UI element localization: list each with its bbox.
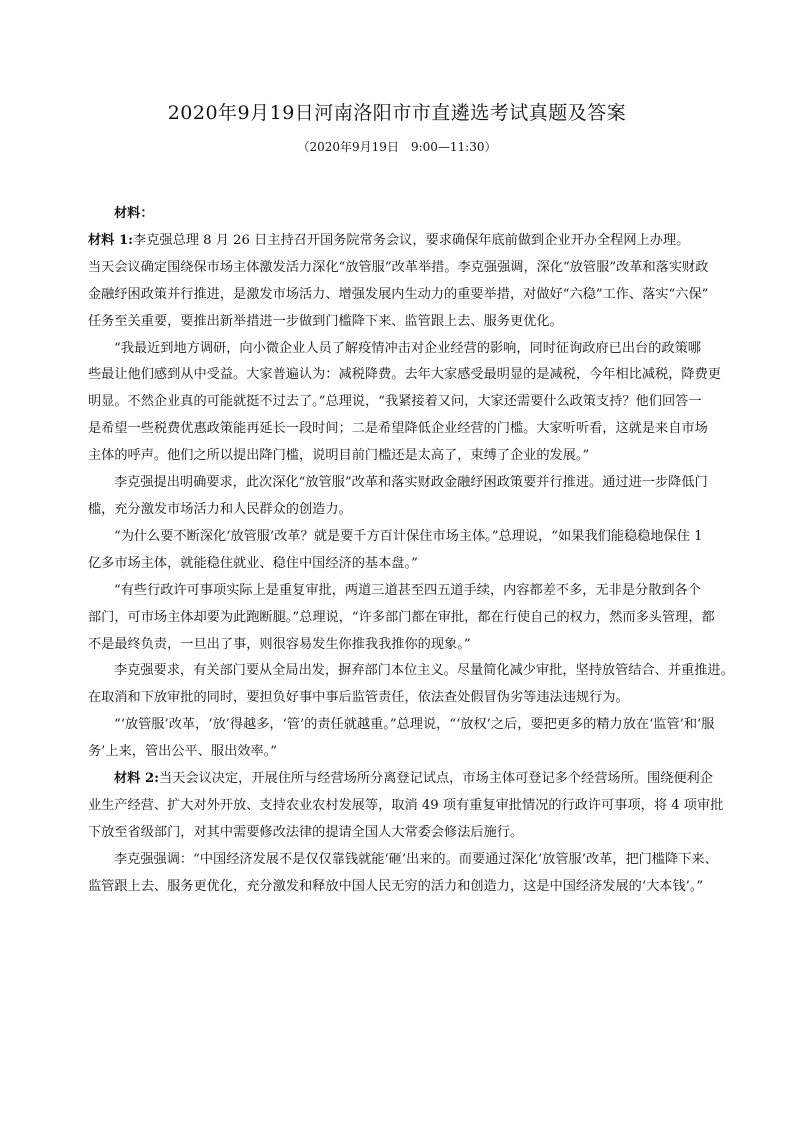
paragraph-line: “为什么要不断深化‘放管服’改革？就是要千方百计保住市场主体。”总理说，“如果我们能稳稳地保住 1 [114, 528, 703, 544]
paragraph-line: 当天会议确定围绕保市场主体激发活力深化“放管服”改革举措。李克强强调，深化“放管服”改革和落实财政 [88, 259, 709, 275]
paragraph-line: 在取消和下放审批的同时，要担负好事中事后监管责任，依法查处假冒伪劣等违法违规行为。 [88, 690, 629, 706]
paragraph-line [88, 228, 710, 255]
paragraph-line: 李克强强调：“中国经济发展不是仅仅靠钱就能‘砸’出来的。而要通过深化‘放管服’改革，把门槛降下来、 [114, 851, 718, 867]
paragraph-line: 部门，可市场主体却要为此跑断腿。”总理说，“许多部门都在审批，都在行使自己的权力，然而多头管理，都 [88, 609, 715, 625]
paragraph-line: 槛，充分激发市场活力和人民群众的创造力。 [88, 501, 352, 517]
paragraph-line: 金融纾困政策并行推进，是激发市场活力、增强发展内生动力的重要举措，对做好“六稳”工作、落实“六保” [88, 286, 709, 302]
paragraph-line: 下放至省级部门，对其中需要修改法律的提请全国人大常委会修法后施行。 [88, 824, 524, 840]
material-1-label: 材料 1: [88, 232, 134, 248]
paragraph-line: 务’上来，管出公平、服出效率。” [88, 744, 277, 760]
paragraph-line: 主体的呼声。他们之所以提出降门槛，说明目前门槛还是太高了，束缚了企业的发展。” [88, 448, 590, 464]
line-text: 当天会议决定，开展住所与经营场所分离登记试点，市场主体可登记多个经营场所。围绕便利企 [159, 771, 713, 787]
paragraph-line: 些最让他们感到从中受益。大家普遍认为：减税降费。去年大家感受最明显的是减税，今年相比减税，降费更 [88, 367, 721, 383]
material-2-label: 材料 2: [114, 771, 160, 787]
paragraph-line: “我最近到地方调研，向小微企业人员了解疫情冲击对企业经营的影响，同时征询政府已出台的政策哪 [114, 340, 701, 356]
paragraph-line: 李克强要求，有关部门要从全局出发，摒弃部门本位主义。尽量简化减少审批，坚持放管结合、并重推进。 [114, 663, 734, 679]
line-text: 李克强总理 8 月 26 日主持召开国务院常务会议，要求确保年底前做到企业开办全程网上办理。 [133, 232, 690, 248]
section-label: 材料： [114, 206, 154, 221]
section-label-line [114, 201, 710, 228]
document-title: 2020年9月19日河南洛阳市市直遴选考试真题及答案 [167, 102, 627, 124]
paragraph-line: “‘放管服’改革，‘放’得越多，‘管’的责任就越重。”总理说，“‘放权’之后，要把更多的精力放在‘监管’和‘服 [114, 717, 715, 733]
paragraph-line [114, 766, 713, 793]
document-body [88, 201, 734, 901]
paragraph-line: “有些行政许可事项实际上是重复审批，两道三道甚至四五道手续，内容都差不多，无非是分散到各个 [114, 582, 701, 598]
paragraph-line: 业生产经营、扩大对外开放、支持农业农村发展等，取消 49 项有重复审批情况的行政许可事项，将 4 项审批 [88, 797, 724, 813]
paragraph-line: 明显。不然企业真的可能就挺不过去了。”总理说，“我紧接着又问，大家还需要什么政策支持？他们回答一 [88, 394, 702, 410]
paragraph-line: 李克强提出明确要求，此次深化“放管服”改革和落实财政金融纾困政策要并行推进。通过进一步降低门 [114, 475, 708, 491]
paragraph-line: 亿多市场主体，就能稳住就业、稳住中国经济的基本盘。” [88, 555, 418, 571]
document-subtitle: （2020年9月19日 9:00—11:30） [297, 140, 497, 154]
paragraph-line: 是希望一些税费优惠政策能再延长一段时间；二是希望降低企业经营的门槛。大家听听看，这就是来自市场 [88, 421, 708, 437]
paragraph-line: 监管跟上去、服务更优化，充分激发和释放中国人民无穷的活力和创造力，这是中国经济发展的‘大本钱’。” [88, 878, 704, 894]
paragraph-line: 不是最终负责，一旦出了事，则很容易发生你推我我推你的现象。” [88, 636, 471, 652]
paragraph-line: 任务至关重要，要推出新举措进一步做到门槛降下来、监管跟上去、服务更优化。 [88, 313, 563, 329]
